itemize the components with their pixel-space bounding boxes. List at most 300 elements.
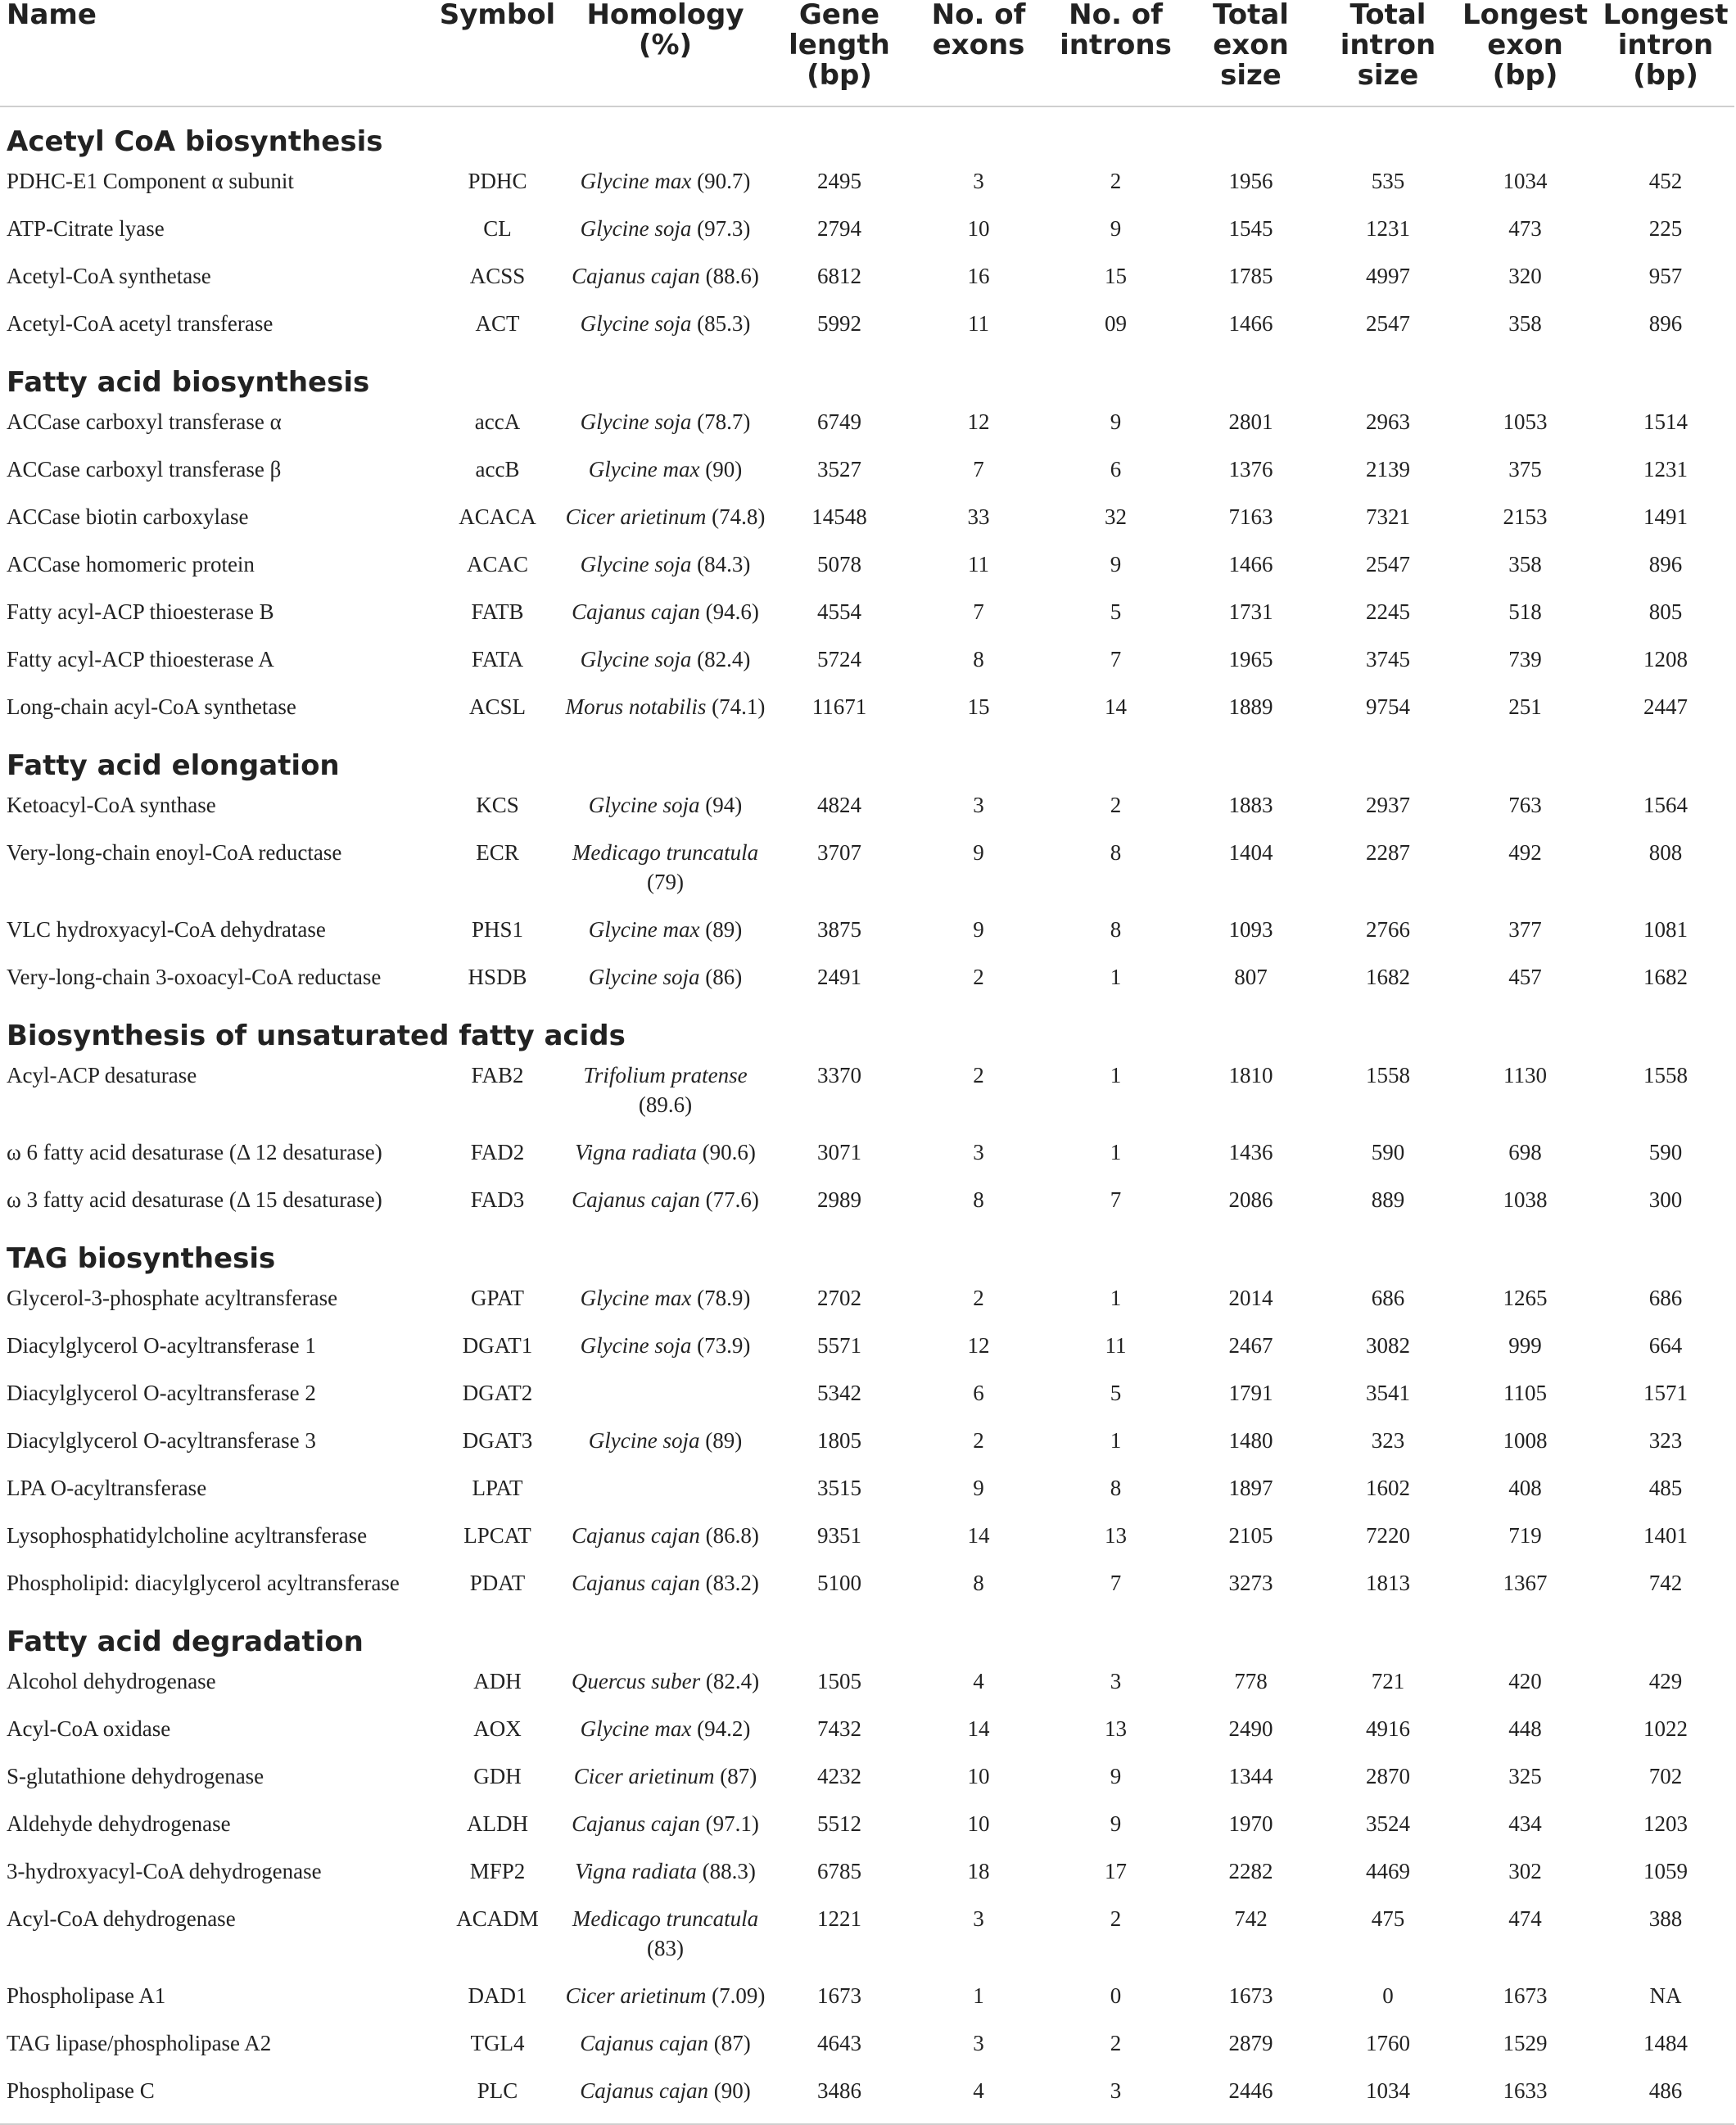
homology-percent: (89) [705, 1428, 743, 1453]
homology-cell [557, 957, 774, 1005]
homology-cell [557, 256, 774, 304]
symbol-cell: DGAT2 [462, 1381, 533, 1405]
longest-intron-cell: 1203 [1643, 1811, 1688, 1836]
longest-intron-cell: 808 [1648, 840, 1683, 865]
homology-cell [557, 1468, 774, 1516]
species-name: Glycine max [588, 917, 700, 942]
homology-percent: (97.1) [705, 1811, 759, 1836]
symbol-cell: CL [483, 216, 512, 241]
gene-length-cell: 5100 [817, 1571, 861, 1595]
exons-cell: 2 [973, 1063, 984, 1087]
section-row [0, 1611, 1734, 1662]
longest-exon-cell: 302 [1508, 1859, 1542, 1883]
total-exon-cell: 2490 [1228, 1716, 1273, 1741]
introns-cell: 32 [1105, 504, 1127, 529]
gene-length-cell: 5078 [817, 552, 861, 576]
symbol-cell: DGAT3 [462, 1428, 533, 1453]
species-name: Cajanus cajan [572, 1187, 700, 1212]
homology-percent: (79) [647, 870, 684, 894]
longest-intron-cell: 805 [1648, 599, 1683, 624]
symbol-cell: LPCAT [463, 1523, 531, 1548]
longest-exon-cell: 420 [1508, 1669, 1542, 1693]
gene-length-cell: 2794 [817, 216, 861, 241]
total-intron-cell: 3541 [1366, 1381, 1410, 1405]
exons-cell: 18 [967, 1859, 990, 1883]
longest-exon-cell: 325 [1508, 1764, 1542, 1788]
longest-exon-cell: 1529 [1503, 2031, 1548, 2055]
longest-intron-cell: 485 [1648, 1476, 1683, 1500]
exons-cell: 6 [973, 1381, 984, 1405]
gene-length-cell: 5992 [817, 311, 861, 336]
total-intron-cell: 3082 [1366, 1333, 1410, 1358]
exons-cell: 8 [973, 1571, 984, 1595]
symbol-cell: ACT [475, 311, 520, 336]
homology-percent: (90) [705, 457, 743, 482]
longest-exon-cell: 1034 [1503, 169, 1548, 193]
species-name: Cajanus cajan [572, 1523, 700, 1548]
longest-exon-cell: 375 [1508, 457, 1542, 482]
symbol-cell: GPAT [470, 1286, 525, 1310]
longest-intron-cell: 1558 [1643, 1063, 1688, 1087]
homology-percent: (90) [713, 2078, 751, 2103]
homology-cell [557, 785, 774, 833]
introns-cell: 8 [1110, 917, 1122, 942]
table-row [0, 1516, 1734, 1563]
header-row [0, 0, 1734, 106]
table-row [0, 1326, 1734, 1373]
gene-length-cell: 3370 [817, 1063, 861, 1087]
name-cell: S-glutathione dehydrogenase [7, 1764, 264, 1788]
gene-length-cell: 4554 [817, 599, 861, 624]
homology-percent: (78.9) [697, 1286, 751, 1310]
symbol-cell: ACSS [469, 264, 526, 288]
table-row [0, 1976, 1734, 2023]
total-exon-cell: 1970 [1228, 1811, 1273, 1836]
total-intron-cell: 9754 [1366, 694, 1410, 719]
longest-intron-cell: 1682 [1643, 965, 1688, 989]
species-name: Cicer arietinum [565, 1983, 707, 2008]
longest-exon-cell: 251 [1508, 694, 1542, 719]
introns-cell: 6 [1110, 457, 1122, 482]
exons-cell: 16 [967, 264, 990, 288]
total-intron-cell: 590 [1371, 1140, 1405, 1164]
gene-length-cell: 1221 [817, 1906, 861, 1931]
total-exon-cell: 7163 [1228, 504, 1273, 529]
longest-exon-cell: 719 [1508, 1523, 1542, 1548]
species-name: Vigna radiata [575, 1140, 697, 1164]
total-exon-cell: 1344 [1228, 1764, 1273, 1788]
total-exon-cell: 1731 [1228, 599, 1273, 624]
gene-length-cell: 3515 [817, 1476, 861, 1500]
total-intron-cell: 2139 [1366, 457, 1410, 482]
table-row [0, 2023, 1734, 2071]
homology-percent: (94.2) [697, 1716, 751, 1741]
section-title: Fatty acid degradation [7, 1625, 364, 1658]
longest-intron-cell: 300 [1648, 1187, 1683, 1212]
table-row [0, 833, 1734, 910]
name-cell: LPA O-acyltransferase [7, 1476, 207, 1500]
gene-length-cell: 5512 [817, 1811, 861, 1836]
homology-percent: (77.6) [705, 1187, 759, 1212]
homology-cell [557, 640, 774, 687]
total-exon-cell: 807 [1234, 965, 1268, 989]
homology-cell [557, 450, 774, 497]
exons-cell: 9 [973, 1476, 984, 1500]
gene-length-cell: 3527 [817, 457, 861, 482]
longest-exon-cell: 763 [1508, 793, 1542, 817]
exons-cell: 12 [967, 409, 990, 434]
total-intron-cell: 7220 [1366, 1523, 1410, 1548]
species-name: Glycine soja [588, 1428, 700, 1453]
exons-cell: 10 [967, 1764, 990, 1788]
total-intron-cell: 686 [1371, 1286, 1405, 1310]
introns-cell: 1 [1110, 1286, 1122, 1310]
exons-cell: 2 [973, 965, 984, 989]
exons-cell: 4 [973, 1669, 984, 1693]
longest-intron-cell: 896 [1648, 552, 1683, 576]
gene-length-cell: 1805 [817, 1428, 861, 1453]
name-cell: TAG lipase/phospholipase A2 [7, 2031, 272, 2055]
longest-intron-cell: 896 [1648, 311, 1683, 336]
introns-cell: 2 [1110, 793, 1122, 817]
name-cell: Phospholipid: diacylglycerol acyltransferase [7, 1571, 400, 1595]
species-name: Trifolium pratense [583, 1063, 748, 1087]
symbol-cell: KCS [476, 793, 519, 817]
longest-intron-cell: 1571 [1643, 1381, 1688, 1405]
longest-exon-cell: 739 [1508, 647, 1542, 671]
exons-cell: 3 [973, 1906, 984, 1931]
species-name: Cajanus cajan [572, 599, 700, 624]
symbol-cell: PHS1 [471, 917, 524, 942]
homology-cell [557, 1662, 774, 1709]
exons-cell: 9 [973, 917, 984, 942]
exons-cell: 15 [967, 694, 990, 719]
homology-percent: (89) [705, 917, 743, 942]
table-row [0, 687, 1734, 735]
symbol-cell: LPAT [472, 1476, 523, 1500]
homology-percent: (83) [647, 1936, 684, 1960]
exons-cell: 7 [973, 599, 984, 624]
longest-exon-cell: 377 [1508, 917, 1542, 942]
gene-length-cell: 5724 [817, 647, 861, 671]
total-exon-cell: 2105 [1228, 1523, 1273, 1548]
longest-exon-cell: 1633 [1453, 2071, 1597, 2124]
introns-cell: 2 [1110, 2031, 1122, 2055]
name-cell: Fatty acyl-ACP thioesterase A [7, 647, 274, 671]
exons-cell: 10 [967, 216, 990, 241]
exons-cell: 8 [973, 1187, 984, 1212]
section-title: Acetyl CoA biosynthesis [7, 125, 383, 158]
total-intron-cell: 535 [1371, 169, 1405, 193]
gene-length-cell: 2491 [817, 965, 861, 989]
total-intron-cell: 4997 [1366, 264, 1410, 288]
table-row [0, 161, 1734, 209]
introns-cell: 5 [1110, 599, 1122, 624]
homology-cell [557, 2071, 774, 2124]
homology-percent: (85.3) [697, 311, 751, 336]
table-row [0, 1373, 1734, 1421]
exons-cell: 8 [973, 647, 984, 671]
symbol-cell: FATB [471, 599, 524, 624]
symbol-cell: ECR [476, 840, 519, 865]
exons-cell: 9 [973, 840, 984, 865]
section-title: TAG biosynthesis [7, 1242, 276, 1275]
introns-cell: 1 [1110, 1428, 1122, 1453]
species-name: Vigna radiata [575, 1859, 697, 1883]
table-row [0, 1662, 1734, 1709]
homology-cell [557, 2023, 774, 2071]
total-intron-cell: 1034 [1322, 2071, 1453, 2124]
longest-exon-cell: 1053 [1503, 409, 1548, 434]
introns-cell: 5 [1110, 1381, 1122, 1405]
gene-length-cell: 2495 [817, 169, 861, 193]
homology-percent: (74.1) [712, 694, 766, 719]
name-cell: Acetyl-CoA acetyl transferase [7, 311, 274, 336]
homology-percent: (97.3) [697, 216, 751, 241]
table-row [0, 592, 1734, 640]
homology-percent: (86.8) [705, 1523, 759, 1548]
species-name: Morus notabilis [565, 694, 707, 719]
table-row [0, 1899, 1734, 1976]
total-intron-cell: 2937 [1366, 793, 1410, 817]
total-intron-cell: 2547 [1366, 311, 1410, 336]
total-intron-cell: 2547 [1366, 552, 1410, 576]
species-name: Glycine soja [580, 647, 692, 671]
homology-cell [557, 833, 774, 910]
introns-cell: 9 [1110, 552, 1122, 576]
name-cell: Diacylglycerol O-acyltransferase 2 [7, 1381, 316, 1405]
homology-cell [557, 1373, 774, 1421]
introns-cell: 11 [1105, 1333, 1127, 1358]
symbol-cell: MFP2 [469, 1859, 526, 1883]
table-row [0, 450, 1734, 497]
homology-cell [557, 209, 774, 256]
total-intron-cell: 323 [1371, 1428, 1405, 1453]
total-exon-cell: 1436 [1228, 1140, 1273, 1164]
homology-percent: (87) [720, 1764, 757, 1788]
homology-cell [557, 545, 774, 592]
symbol-cell: ACAC [466, 552, 528, 576]
name-cell: ω 6 fatty acid desaturase (Δ 12 desaturase) [7, 1140, 382, 1164]
longest-exon-cell: 474 [1508, 1906, 1542, 1931]
introns-cell: 1 [1110, 965, 1122, 989]
longest-exon-cell: 434 [1508, 1811, 1542, 1836]
name-cell: Phospholipase C [0, 2071, 438, 2124]
total-intron-cell: 3524 [1366, 1811, 1410, 1836]
gene-length-cell: 4232 [817, 1764, 861, 1788]
name-cell: ACCase biotin carboxylase [7, 504, 249, 529]
section-row [0, 735, 1734, 785]
symbol-cell: PLC [438, 2071, 557, 2124]
total-exon-cell: 742 [1234, 1906, 1268, 1931]
symbol-cell: ACACA [459, 504, 536, 529]
name-cell: Diacylglycerol O-acyltransferase 3 [7, 1428, 316, 1453]
longest-intron-cell: 1491 [1643, 504, 1688, 529]
introns-cell: 2 [1110, 1906, 1122, 1931]
name-cell: ATP-Citrate lyase [7, 216, 165, 241]
header-symbol: Symbol [438, 0, 557, 106]
gene-length-cell: 4643 [817, 2031, 861, 2055]
longest-exon-cell: 1265 [1503, 1286, 1548, 1310]
table-row [0, 2071, 1734, 2124]
introns-cell: 3 [1110, 1669, 1122, 1693]
total-intron-cell: 475 [1371, 1906, 1405, 1931]
symbol-cell: GDH [473, 1764, 522, 1788]
name-cell: Alcohol dehydrogenase [7, 1669, 216, 1693]
total-intron-cell: 7321 [1366, 504, 1410, 529]
table-row [0, 910, 1734, 957]
species-name: Medicago truncatula [572, 840, 759, 865]
name-cell: Acyl-CoA oxidase [7, 1716, 171, 1741]
total-intron-cell: 1760 [1366, 2031, 1410, 2055]
table-header [0, 0, 1734, 106]
table-row [0, 1180, 1734, 1228]
homology-percent: (83.2) [705, 1571, 759, 1595]
name-cell: ω 3 fatty acid desaturase (Δ 15 desaturase) [7, 1187, 382, 1212]
introns-cell: 3 [1052, 2071, 1179, 2124]
symbol-cell: accB [475, 457, 520, 482]
longest-exon-cell: 408 [1508, 1476, 1542, 1500]
introns-cell: 7 [1110, 1571, 1122, 1595]
header-longest-intron: Longest intron (bp) [1597, 0, 1734, 106]
total-intron-cell: 0 [1382, 1983, 1394, 2008]
homology-percent: (82.4) [705, 1669, 760, 1693]
introns-cell: 17 [1105, 1859, 1127, 1883]
homology-percent: (90.6) [702, 1140, 756, 1164]
total-exon-cell: 2879 [1228, 2031, 1273, 2055]
table-row [0, 1421, 1734, 1468]
symbol-cell: FAD2 [470, 1140, 525, 1164]
homology-cell [557, 1709, 774, 1757]
exons-cell: 3 [973, 2031, 984, 2055]
species-name: Quercus suber [571, 1669, 701, 1693]
total-intron-cell: 721 [1371, 1669, 1405, 1693]
name-cell: Ketoacyl-CoA synthase [7, 793, 216, 817]
longest-intron-cell: 1022 [1643, 1716, 1688, 1741]
homology-percent: (94.6) [705, 599, 759, 624]
longest-exon-cell: 999 [1508, 1333, 1542, 1358]
exons-cell: 2 [973, 1286, 984, 1310]
gene-length-cell: 7432 [817, 1716, 861, 1741]
exons-cell: 3 [973, 793, 984, 817]
species-name: Cajanus cajan [572, 1571, 700, 1595]
longest-intron-cell: 1231 [1643, 457, 1688, 482]
longest-intron-cell: 429 [1648, 1669, 1683, 1693]
homology-percent: (87) [713, 2031, 751, 2055]
exons-cell: 4 [905, 2071, 1052, 2124]
longest-exon-cell: 358 [1508, 311, 1542, 336]
header-introns: No. of introns [1052, 0, 1179, 106]
homology-percent: (89.6) [638, 1092, 693, 1117]
section-row [0, 1005, 1734, 1056]
table-row [0, 304, 1734, 351]
homology-cell [557, 497, 774, 545]
exons-cell: 3 [973, 169, 984, 193]
longest-intron-cell: 1564 [1643, 793, 1688, 817]
section-title: Biosynthesis of unsaturated fatty acids [7, 1020, 626, 1052]
total-exon-cell: 1376 [1228, 457, 1273, 482]
exons-cell: 2 [973, 1428, 984, 1453]
symbol-cell: DAD1 [468, 1983, 527, 2008]
homology-cell [557, 161, 774, 209]
name-cell: Acyl-ACP desaturase [7, 1063, 197, 1087]
introns-cell: 8 [1110, 1476, 1122, 1500]
exons-cell: 14 [967, 1523, 990, 1548]
gene-length-cell: 9351 [817, 1523, 861, 1548]
species-name: Glycine max [580, 1716, 692, 1741]
species-name: Cajanus cajan [580, 2078, 709, 2103]
gene-length-cell: 11671 [811, 694, 867, 719]
homology-percent: (88.3) [702, 1859, 756, 1883]
longest-exon-cell: 698 [1508, 1140, 1542, 1164]
longest-exon-cell: 1367 [1503, 1571, 1548, 1595]
longest-intron-cell: 323 [1648, 1428, 1683, 1453]
homology-cell [557, 1851, 774, 1899]
introns-cell: 15 [1105, 264, 1127, 288]
total-intron-cell: 2963 [1366, 409, 1410, 434]
introns-cell: 9 [1110, 409, 1122, 434]
gene-length-cell: 6812 [817, 264, 861, 288]
exons-cell: 12 [967, 1333, 990, 1358]
table-row [0, 497, 1734, 545]
gene-length-cell: 5342 [817, 1381, 861, 1405]
homology-percent: (84.3) [697, 552, 751, 576]
total-exon-cell: 1785 [1228, 264, 1273, 288]
species-name: Cajanus cajan [580, 2031, 709, 2055]
gene-length-cell: 1505 [817, 1669, 861, 1693]
name-cell: Glycerol-3-phosphate acyltransferase [7, 1286, 338, 1310]
symbol-cell: accA [474, 409, 521, 434]
table-row [0, 1804, 1734, 1851]
exons-cell: 14 [967, 1716, 990, 1741]
longest-intron-cell: NA [1649, 1983, 1682, 2008]
total-exon-cell: 1889 [1228, 694, 1273, 719]
gene-length-cell: 6749 [817, 409, 861, 434]
table-row [0, 402, 1734, 450]
gene-length-cell: 4824 [817, 793, 861, 817]
table-row [0, 640, 1734, 687]
longest-intron-cell: 686 [1648, 1286, 1683, 1310]
symbol-cell: FAB2 [471, 1063, 524, 1087]
longest-exon-cell: 358 [1508, 552, 1542, 576]
species-name: Glycine soja [580, 1333, 692, 1358]
gene-length-cell: 3486 [774, 2071, 905, 2124]
symbol-cell: HSDB [468, 965, 527, 989]
total-intron-cell: 1813 [1366, 1571, 1410, 1595]
name-cell: Aldehyde dehydrogenase [7, 1811, 231, 1836]
exons-cell: 11 [968, 311, 989, 336]
homology-percent: (73.9) [697, 1333, 751, 1358]
total-exon-cell: 1965 [1228, 647, 1273, 671]
total-exon-cell: 1480 [1228, 1428, 1273, 1453]
table-row [0, 1278, 1734, 1326]
homology-cell [557, 1563, 774, 1611]
total-exon-cell: 778 [1234, 1669, 1268, 1693]
longest-intron-cell: 388 [1648, 1906, 1683, 1931]
symbol-cell: ADH [473, 1669, 522, 1693]
homology-percent: (86) [705, 965, 743, 989]
exons-cell: 33 [967, 504, 990, 529]
section-row [0, 106, 1734, 161]
longest-exon-cell: 457 [1508, 965, 1542, 989]
homology-cell [557, 1516, 774, 1563]
header-total-intron: Total intron size [1322, 0, 1453, 106]
longest-intron-cell: 702 [1648, 1764, 1683, 1788]
introns-cell: 1 [1110, 1140, 1122, 1164]
exons-cell: 1 [973, 1983, 984, 2008]
longest-intron-cell: 1514 [1643, 409, 1688, 434]
section-title: Fatty acid biosynthesis [7, 366, 370, 399]
